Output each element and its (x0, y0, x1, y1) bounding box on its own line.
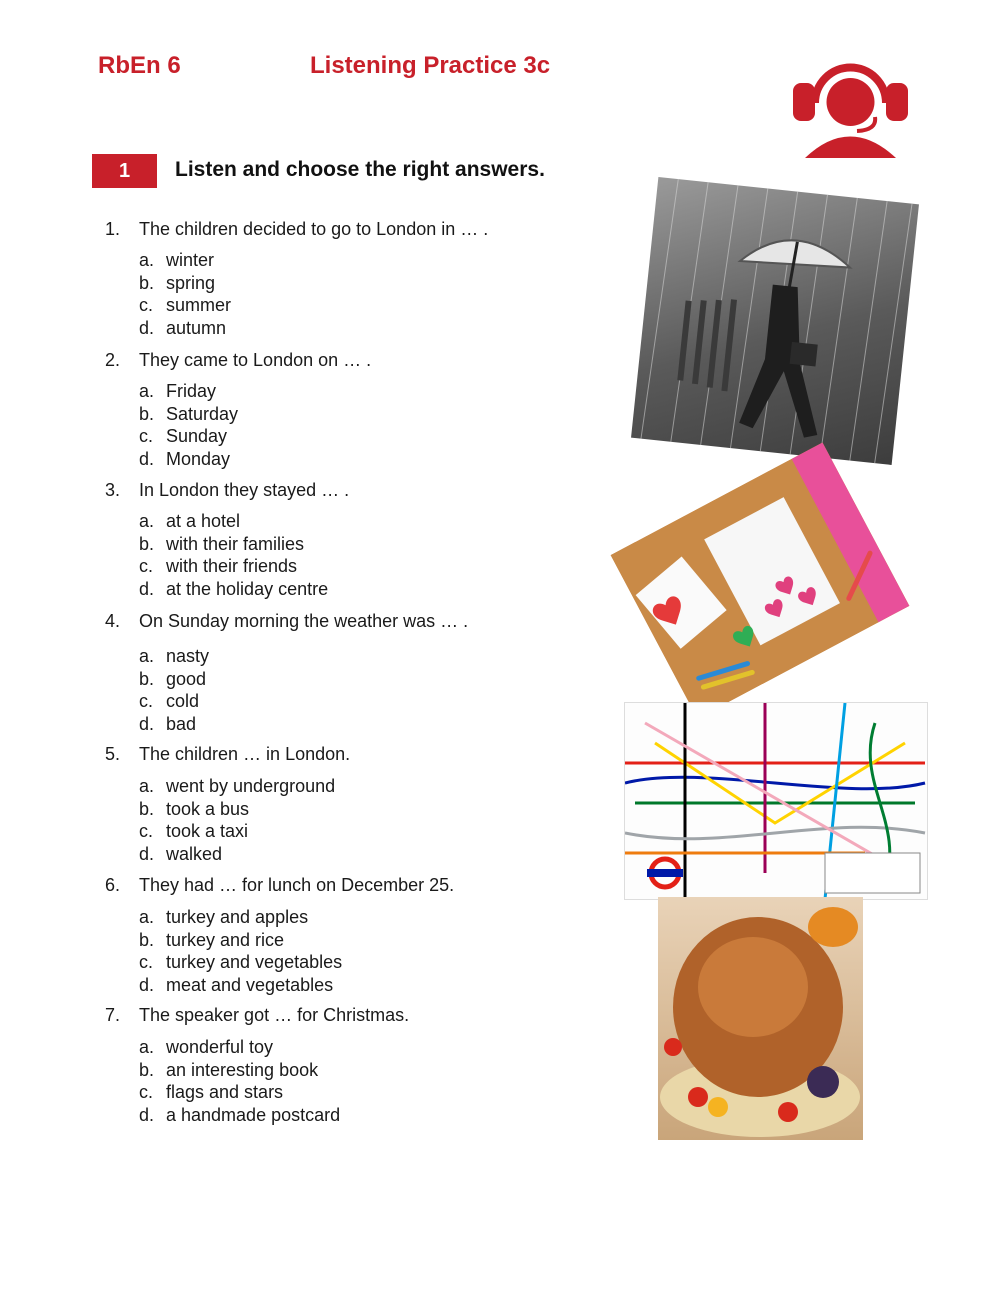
option-item[interactable] (139, 317, 231, 340)
question-text: In London they stayed … . (139, 480, 350, 500)
option-letter: d. (139, 448, 155, 469)
course-code: RbEn 6 (98, 52, 181, 79)
question-number: 7. (105, 1005, 121, 1025)
option-text: at the holiday centre (166, 578, 329, 599)
question-text: They came to London on … . (139, 350, 372, 370)
option-text: at a hotel (166, 511, 241, 531)
option-text: autumn (166, 317, 227, 338)
options-list (139, 645, 209, 735)
option-letter: a. (139, 907, 155, 927)
option-text: turkey and rice (166, 929, 285, 950)
question-3 (105, 480, 349, 501)
roast-turkey-photo (658, 897, 863, 1140)
crafts-table-photo (611, 442, 910, 718)
option-letter: b. (139, 798, 155, 819)
option-letter: a. (139, 511, 155, 531)
options-list (139, 249, 231, 339)
rain-umbrella-photo (631, 177, 919, 465)
option-letter: d. (139, 317, 155, 338)
headset-icon (793, 45, 908, 160)
option-letter: c. (139, 556, 154, 576)
options-list (139, 906, 342, 996)
option-item[interactable] (139, 1059, 340, 1082)
option-letter: b. (139, 929, 155, 950)
option-item[interactable] (139, 843, 335, 866)
option-item[interactable] (139, 510, 328, 533)
option-item[interactable] (139, 249, 231, 272)
question-1 (105, 219, 488, 240)
task-number-badge: 1 (92, 154, 157, 188)
option-text: bad (166, 713, 197, 734)
underground-map-image (624, 702, 928, 900)
option-letter: c. (139, 1082, 154, 1102)
option-item[interactable] (139, 1036, 340, 1059)
option-letter: d. (139, 1104, 155, 1125)
option-letter: d. (139, 843, 155, 864)
option-letter: c. (139, 821, 154, 841)
option-text: turkey and vegetables (166, 952, 343, 972)
option-text: winter (166, 250, 215, 270)
option-item[interactable] (139, 403, 238, 426)
option-item[interactable] (139, 294, 231, 317)
option-letter: d. (139, 578, 155, 599)
option-letter: a. (139, 646, 155, 666)
option-text: summer (166, 295, 232, 315)
option-item[interactable] (139, 820, 335, 843)
option-letter: b. (139, 1059, 155, 1080)
option-item[interactable] (139, 951, 342, 974)
option-text: took a bus (166, 798, 250, 819)
option-letter: a. (139, 250, 155, 270)
question-text: The children decided to go to London in … . (139, 219, 489, 239)
question-number: 1. (105, 219, 121, 239)
option-item[interactable] (139, 1104, 340, 1127)
option-item[interactable] (139, 1081, 340, 1104)
question-5 (105, 744, 350, 765)
options-list (139, 380, 238, 470)
question-number: 4. (105, 611, 121, 631)
option-text: with their friends (166, 556, 298, 576)
question-text: The children … in London. (139, 744, 351, 764)
question-7 (105, 1005, 409, 1026)
option-text: flags and stars (166, 1082, 284, 1102)
options-list (139, 510, 328, 600)
option-item[interactable] (139, 533, 328, 556)
option-item[interactable] (139, 974, 342, 997)
option-item[interactable] (139, 645, 209, 668)
option-text: Saturday (166, 403, 239, 424)
option-item[interactable] (139, 380, 238, 403)
option-item[interactable] (139, 798, 335, 821)
option-text: a handmade postcard (166, 1104, 341, 1125)
option-text: cold (166, 691, 200, 711)
option-letter: a. (139, 1037, 155, 1057)
task-instruction: Listen and choose the right answers. (175, 158, 545, 181)
option-letter: a. (139, 776, 155, 796)
option-text: nasty (166, 646, 210, 666)
question-number: 3. (105, 480, 121, 500)
option-letter: c. (139, 295, 154, 315)
option-letter: d. (139, 974, 155, 995)
option-text: took a taxi (166, 821, 249, 841)
option-item[interactable] (139, 690, 209, 713)
option-letter: c. (139, 426, 154, 446)
option-letter: c. (139, 952, 154, 972)
option-item[interactable] (139, 448, 238, 471)
option-text: Friday (166, 381, 217, 401)
question-6 (105, 875, 454, 896)
option-text: turkey and apples (166, 907, 309, 927)
option-item[interactable] (139, 713, 209, 736)
page-title: Listening Practice 3c (310, 52, 551, 79)
option-text: walked (166, 843, 223, 864)
option-item[interactable] (139, 775, 335, 798)
option-letter: b. (139, 533, 155, 554)
options-list (139, 1036, 340, 1126)
option-letter: b. (139, 403, 155, 424)
option-text: an interesting book (166, 1059, 319, 1080)
option-item[interactable] (139, 929, 342, 952)
option-text: good (166, 668, 207, 689)
question-2 (105, 350, 371, 371)
option-item[interactable] (139, 555, 328, 578)
option-item[interactable] (139, 578, 328, 601)
question-number: 2. (105, 350, 121, 370)
question-number: 5. (105, 744, 121, 764)
option-letter: c. (139, 691, 154, 711)
question-text: On Sunday morning the weather was … . (139, 611, 469, 631)
option-text: Sunday (166, 426, 228, 446)
option-text: Monday (166, 448, 231, 469)
option-letter: b. (139, 272, 155, 293)
option-item[interactable] (139, 906, 342, 929)
option-letter: b. (139, 668, 155, 689)
option-text: meat and vegetables (166, 974, 334, 995)
options-list (139, 775, 335, 865)
option-text: went by underground (166, 776, 336, 796)
question-number: 6. (105, 875, 121, 895)
option-item[interactable] (139, 272, 231, 295)
option-text: spring (166, 272, 216, 293)
option-text: wonderful toy (166, 1037, 274, 1057)
question-text: The speaker got … for Christmas. (139, 1005, 410, 1025)
option-item[interactable] (139, 668, 209, 691)
option-letter: d. (139, 713, 155, 734)
question-4 (105, 611, 468, 632)
option-text: with their families (166, 533, 305, 554)
option-item[interactable] (139, 425, 238, 448)
option-letter: a. (139, 381, 155, 401)
question-text: They had … for lunch on December 25. (139, 875, 455, 895)
